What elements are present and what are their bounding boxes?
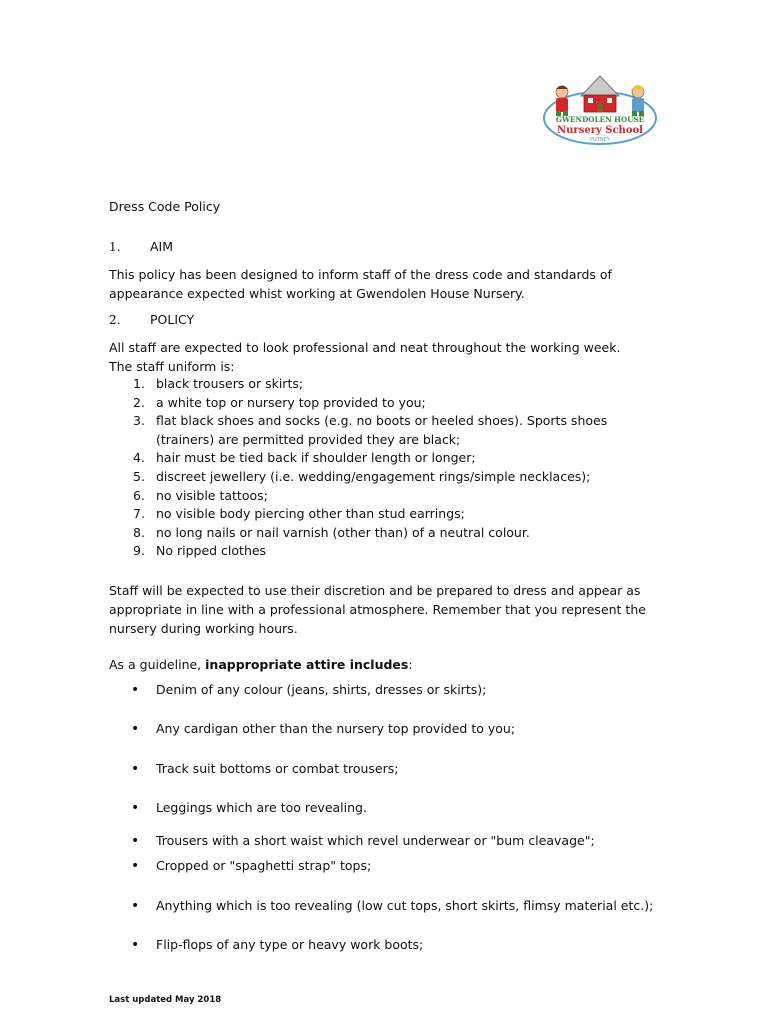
bullet-icon: • <box>131 682 140 698</box>
document-title: Dress Code Policy <box>109 199 221 214</box>
bullet-icon: • <box>131 937 140 953</box>
bullet-icon: • <box>131 761 140 777</box>
section-number: 2. <box>109 313 121 327</box>
list-item: 5. discreet jewellery (i.e. wedding/engagement rings/simple necklaces); <box>133 468 591 484</box>
section-aim-heading <box>109 239 173 254</box>
list-item: 2. a white top or nursery top provided to you; <box>133 394 426 410</box>
guideline-line: As a guideline, inappropriate attire includes: <box>109 657 413 672</box>
section-number: 1. <box>109 240 121 254</box>
bullet-icon: • <box>131 833 140 849</box>
logo-bottom-text: PUTNEY <box>590 137 610 143</box>
guideline-emphasis: inappropriate attire includes <box>205 657 409 672</box>
list-item: 4. hair must be tied back if shoulder length or longer; <box>133 450 476 466</box>
list-item: 7. no visible body piercing other than stud earrings; <box>133 506 465 522</box>
document-page: GWENDOLEN HOUSE Nursery School PUTNEY Dress Code Policy 1. AIM This policy has been designed to inform staff of the dress code and standards of appearance expected whist working at Gwendolen House Nursery. 2. POLICY All staff are expected to look professional and neat throughout the working week. The staff uniform is: 1. black trousers or skirts; 2. a white top or nursery top provided to you; 3. flat black shoes and socks (e.g. no boots or heeled shoes). Sports shoes (trainers) are permitted provided they are black; 4. hair must be tied back if shoulder length or longer; 5. discreet jewellery (i.e. wedding/engagement rings/simple necklaces); 6. no visible tattoos; 7. no visible body piercing other than stud earrings; 8. no long nails or nail varnish (other than) of a neutral colour. 9. No ripped clothes Staff will be expected to use their discretion and be prepared to dress and appear as appropriate in line with a professional atmosphere. Remember that you represent the nursery during working hours. As a guideline, inappropriate attire includes: • Denim of any colour (jeans, shirts, dresses or skirts); • Any cardigan other than the nursery top provided to you; • Track suit bottoms or combat trousers; • Leggings which are too revealing. • Trousers with a short waist which revel underwear or "bum cleavage"; • Cropped or "spaghetti strap" tops; • Anything which is too revealing (low cut tops, short skirts, flimsy material etc.); • Flip-flops of any type or heavy work boots; Last updated May 2018 <box>0 0 768 1024</box>
nursery-school-logo <box>541 68 659 148</box>
logo-top-text: GWENDOLEN HOUSE <box>555 115 645 124</box>
footer-last-updated: Last updated May 2018 <box>109 995 222 1005</box>
list-item: 1. black trousers or skirts; <box>133 376 304 391</box>
list-item: 3. flat black shoes and socks (e.g. no boots or heeled shoes). Sports shoes (trainers) are permitted provided they are black; <box>133 413 608 447</box>
list-item: 6. no visible tattoos; <box>133 487 268 503</box>
section-heading: POLICY <box>150 312 195 327</box>
bullet-icon: • <box>131 858 140 874</box>
bullet-icon: • <box>131 898 140 914</box>
section-policy-heading <box>109 312 194 327</box>
list-item: 9. No ripped clothes <box>133 543 267 559</box>
bullet-icon: • <box>131 800 140 816</box>
discretion-paragraph: Staff will be expected to use their discretion and be prepared to dress and appear as appropriate in line with a professional atmosphere. Remember that you represent the nursery during working hours. <box>109 583 646 636</box>
policy-intro-paragraph: All staff are expected to look professional and neat throughout the working week. The staff uniform is: <box>109 340 621 374</box>
section-heading: AIM <box>150 239 174 254</box>
list-item: 8. no long nails or nail varnish (other than) of a neutral colour. <box>133 524 530 540</box>
logo-main-text: Nursery School <box>557 125 643 136</box>
bullet-icon: • <box>131 721 140 737</box>
uniform-list <box>109 375 666 561</box>
aim-paragraph: This policy has been designed to inform staff of the dress code and standards of appearance expected whist working at Gwendolen House Nursery. <box>109 267 612 301</box>
